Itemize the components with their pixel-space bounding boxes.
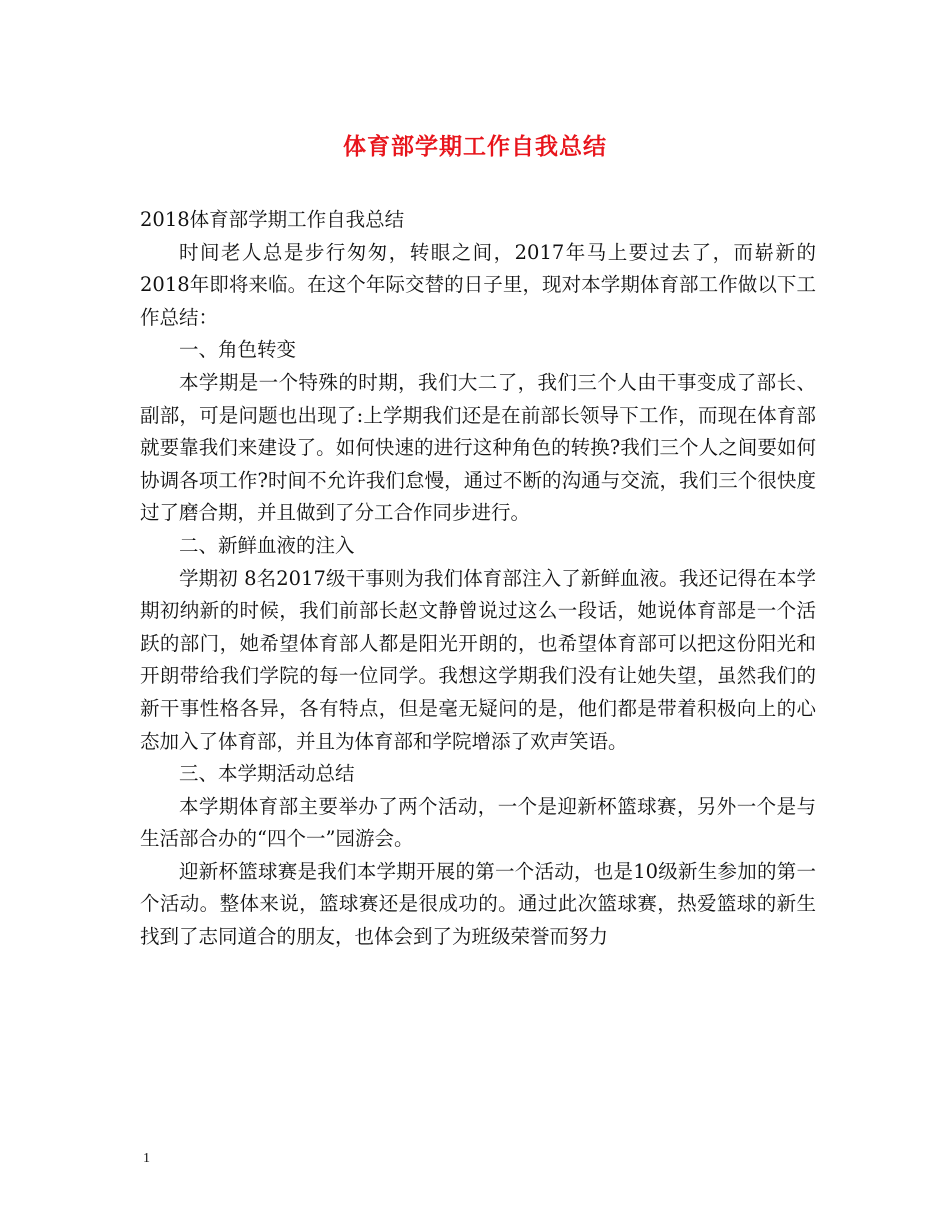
section-heading-activities: 三、本学期活动总结 [179,762,355,786]
document-body [140,204,816,954]
section-heading-new-members: 二、新鲜血液的注入 [179,533,355,557]
document-title: 体育部学期工作自我总结 [343,133,607,160]
paragraph-activities-overview: 本学期体育部主要举办了两个活动，一个是迎新杯篮球赛，另外一个是与生活部合办的“四个一”园游会。 [140,794,816,851]
paragraph-intro: 时间老人总是步行匆匆，转眼之间，2017年马上要过去了，而崭新的2018年即将来临。在这个年际交替的日子里，现对本学期体育部工作做以下工作总结： [140,240,816,329]
section-heading-role-change: 一、角色转变 [179,338,297,362]
paragraph-basketball: 迎新杯篮球赛是我们本学期开展的第一个活动，也是10级新生参加的第一个活动。整体来说，篮球赛还是很成功的。通过此次篮球赛，热爱篮球的新生找到了志同道合的朋友，也体会到了为班级荣誉而努力 [140,859,816,949]
page-number: 1 [143,1151,150,1166]
paragraph-role-change: 本学期是一个特殊的时期，我们大二了，我们三个人由干事变成了部长、副部，可是问题也出现了:上学期我们还是在前部长领导下工作，而现在体育部就要靠我们来建设了。如何快速的进行这种角色的转换?我们三个人之间要如何协调各项工作?时间不允许我们怠慢，通过不断的沟通与交流，我们三个很快度过了磨合期，并且做到了分工合作同步进行。 [140,370,816,525]
paragraph-new-members: 学期初 8名2017级干事则为我们体育部注入了新鲜血液。我还记得在本学期初纳新的时候，我们前部长赵文静曾说过这么一段话，她说体育部是一个活跃的部门，她希望体育部人都是阳光开朗的，也希望体育部可以把这份阳光和开朗带给我们学院的每一位同学。我想这学期我们没有让她失望，虽然我们的新干事性格各异，各有特点，但是毫无疑问的是，他们都是带着积极向上的心态加入了体育部，并且为体育部和学院增添了欢声笑语。 [140,566,816,753]
paragraph-subtitle: 2018体育部学期工作自我总结 [140,208,405,231]
